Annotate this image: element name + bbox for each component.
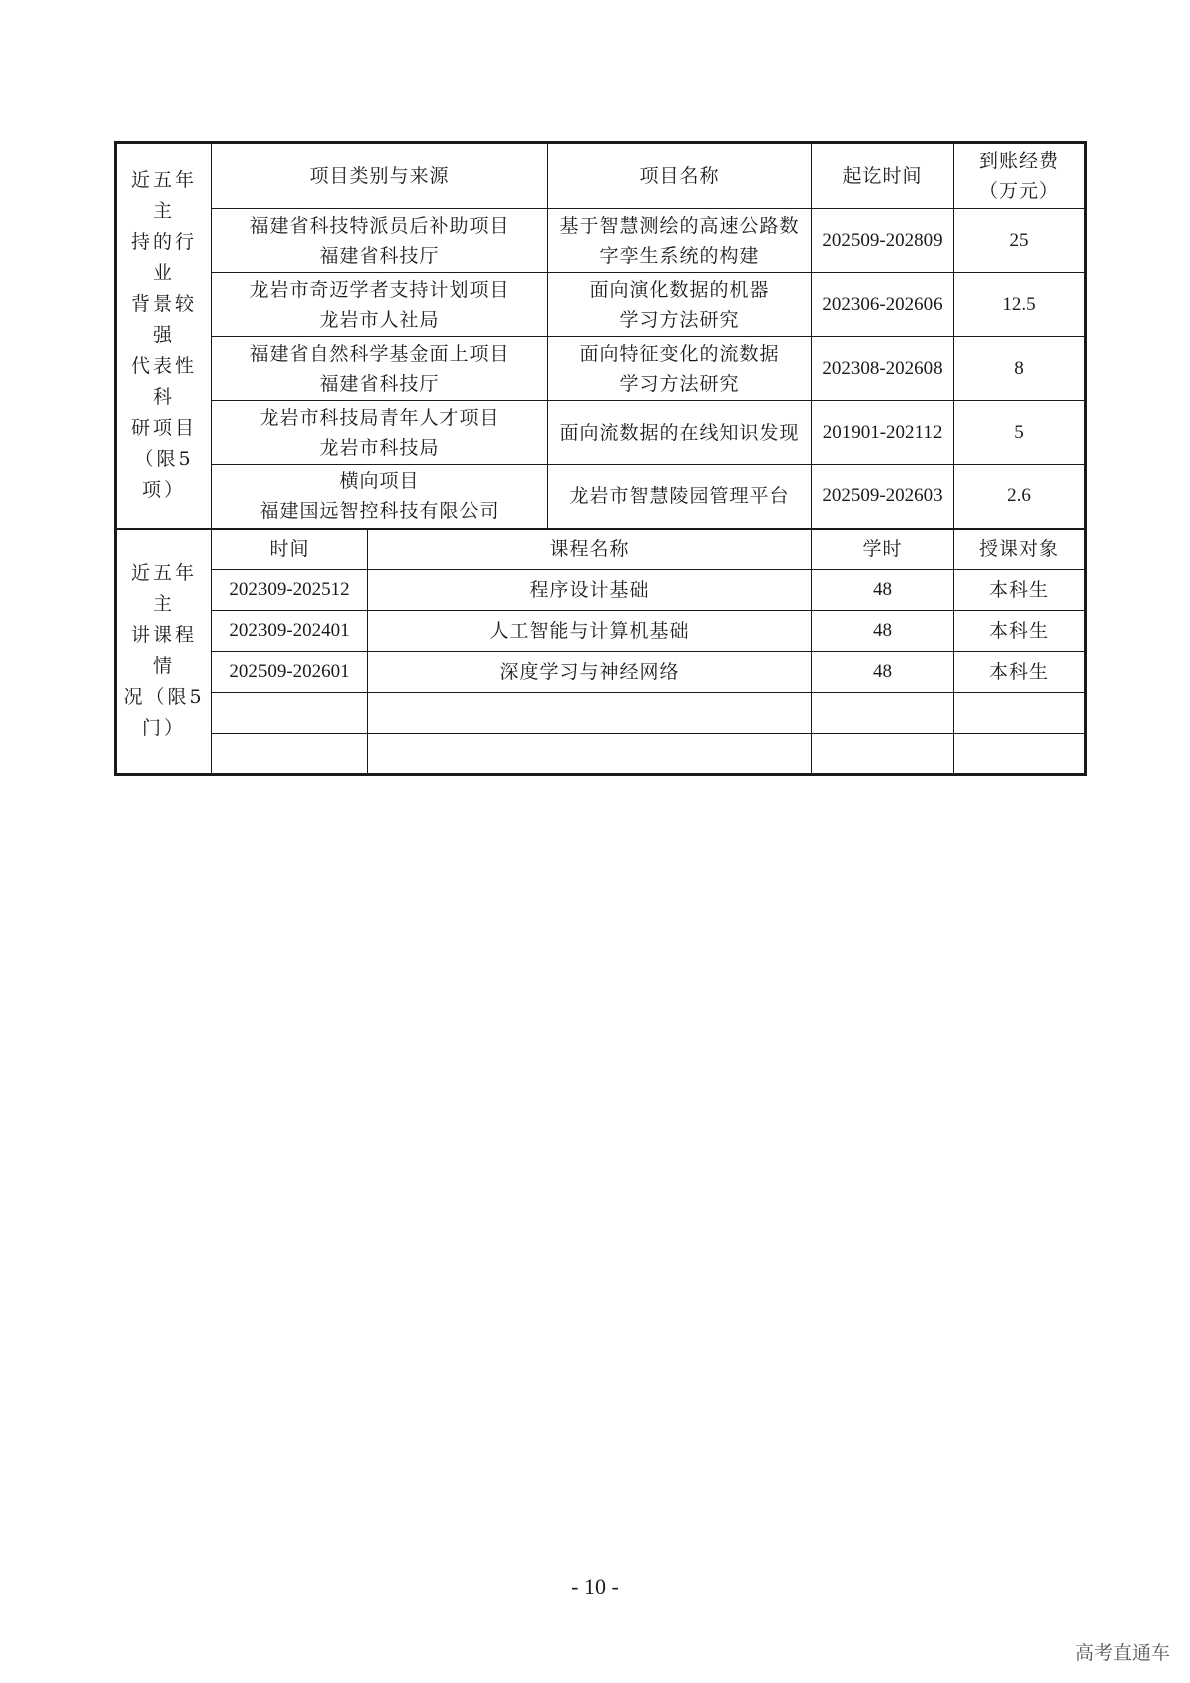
project-category: 福建省科技特派员后补助项目 [249,214,510,237]
course-hours [812,734,954,775]
project-row [116,465,1086,529]
header-project-name: 项目名称 [548,143,812,209]
course-name: 程序设计基础 [368,570,812,611]
project-funding: 2.6 [954,465,1086,529]
course-name [368,693,812,734]
projects-section-label [116,143,212,529]
label-line: 持的行业 [130,231,197,285]
course-name: 深度学习与神经网络 [368,652,812,693]
course-row-empty [116,734,1086,775]
project-period: 201901-202112 [812,401,954,465]
project-source: 福建省科技厅 [319,244,440,267]
project-category: 龙岩市奇迈学者支持计划项目 [249,278,510,301]
label-line: 近五年主 [130,169,197,223]
project-category: 横向项目 [339,470,420,493]
project-category-source [212,273,548,337]
courses-section-label [116,529,212,775]
project-category-source [212,465,548,529]
project-category: 龙岩市科技局青年人才项目 [259,406,500,429]
project-category-source [212,337,548,401]
project-name-line: 龙岩市智慧陵园管理平台 [569,485,790,508]
project-name-line: 学习方法研究 [619,308,740,331]
project-name-line: 字孪生系统的构建 [599,244,760,267]
label-line: 近五年主 [130,562,197,616]
header-course-name: 课程名称 [368,529,812,570]
project-name-line: 基于智慧测绘的高速公路数 [559,214,800,237]
course-audience: 本科生 [954,652,1086,693]
label-line: 代表性科 [130,355,197,409]
project-funding: 12.5 [954,273,1086,337]
project-row [116,401,1086,465]
course-time: 202509-202601 [212,652,368,693]
project-name [548,273,812,337]
page-number: - 10 - [571,1574,619,1599]
course-row [116,570,1086,611]
project-category: 福建省自然科学基金面上项目 [249,342,510,365]
project-period: 202306-202606 [812,273,954,337]
project-period: 202509-202603 [812,465,954,529]
project-name [548,401,812,465]
project-source: 福建国远智控科技有限公司 [259,500,500,523]
course-hours: 48 [812,570,954,611]
project-row [116,209,1086,273]
course-hours: 48 [812,652,954,693]
course-audience: 本科生 [954,611,1086,652]
project-category-source [212,401,548,465]
course-audience [954,734,1086,775]
label-line: 况（限5 [123,686,205,709]
info-table [114,141,1087,776]
project-funding: 25 [954,209,1086,273]
project-row [116,273,1086,337]
course-time [212,693,368,734]
header-funding [954,143,1086,209]
header-audience: 授课对象 [954,529,1086,570]
course-name [368,734,812,775]
funding-header-line: （万元） [979,180,1060,202]
course-time: 202309-202401 [212,611,368,652]
project-name [548,337,812,401]
course-hours: 48 [812,611,954,652]
label-line: 门） [141,717,186,740]
project-name-line: 面向流数据的在线知识发现 [559,421,800,444]
project-source: 福建省科技厅 [319,372,440,395]
label-line: 研项目 [130,417,197,440]
label-line: 讲课程情 [130,624,197,678]
header-category-source: 项目类别与来源 [212,143,548,209]
project-name [548,209,812,273]
course-audience: 本科生 [954,570,1086,611]
project-name [548,465,812,529]
project-source: 龙岩市科技局 [319,436,440,459]
project-name-line: 学习方法研究 [619,372,740,395]
course-row-empty [116,693,1086,734]
funding-header-line: 到账经费 [979,150,1060,172]
projects-header-row [116,143,1086,209]
course-row [116,611,1086,652]
project-name-line: 面向特征变化的流数据 [579,342,780,365]
header-time: 时间 [212,529,368,570]
course-time: 202309-202512 [212,570,368,611]
project-period: 202509-202809 [812,209,954,273]
project-name-line: 面向演化数据的机器 [589,278,770,301]
project-category-source [212,209,548,273]
project-period: 202308-202608 [812,337,954,401]
course-audience [954,693,1086,734]
label-line: （限5项） [134,448,194,502]
project-source: 龙岩市人社局 [319,308,440,331]
header-hours: 学时 [812,529,954,570]
courses-header-row [116,529,1086,570]
course-row [116,652,1086,693]
course-hours [812,693,954,734]
header-period: 起讫时间 [812,143,954,209]
course-name: 人工智能与计算机基础 [368,611,812,652]
project-funding: 5 [954,401,1086,465]
project-funding: 8 [954,337,1086,401]
watermark-text: 高考直通车 [1074,1642,1170,1664]
project-row [116,337,1086,401]
label-line: 背景较强 [130,293,197,347]
course-time [212,734,368,775]
